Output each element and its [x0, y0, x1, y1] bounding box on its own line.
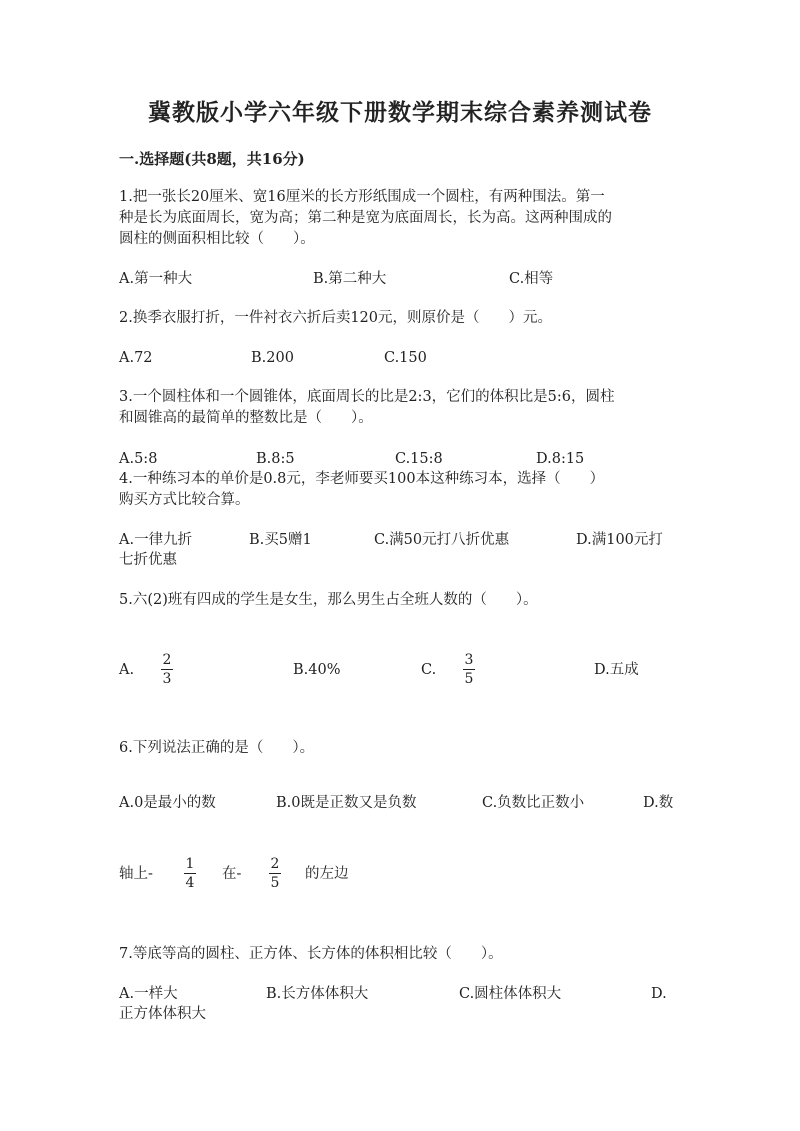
question-4-option-a[interactable]: A.一律九折	[119, 532, 193, 548]
question-6-option-a[interactable]: A.0是最小的数	[119, 795, 216, 811]
question-2-line-1: 2.换季衣服打折，一件衬衣六折后卖120元，则原价是（ ）元。	[119, 310, 553, 326]
question-3-option-a[interactable]: A.5:8	[119, 451, 158, 467]
question-1-option-c[interactable]: C.相等	[509, 271, 554, 287]
question-7	[119, 944, 684, 965]
question-7-option-d[interactable]: D.	[651, 986, 667, 1002]
fraction-one-quarter	[184, 856, 196, 891]
question-6-option-d-middle: 在-	[222, 866, 242, 882]
question-1	[119, 187, 684, 250]
question-3	[119, 387, 684, 429]
question-5-line-1: 5.六(2)班有四成的学生是女生，那么男生占全班人数的（ ）。	[119, 592, 538, 608]
question-5-option-b[interactable]: B.40%	[293, 662, 341, 678]
question-3-option-b[interactable]: B.8:5	[256, 451, 295, 467]
question-4-option-d[interactable]: D.满100元打	[576, 532, 663, 548]
question-4-option-d-continued: 七折优惠	[119, 552, 177, 568]
fraction-numerator: 2	[270, 856, 280, 872]
section-heading: 一.选择题(共8题，共16分)	[119, 150, 305, 168]
page-title: 冀教版小学六年级下册数学期末综合素养测试卷	[148, 99, 652, 126]
question-4	[119, 469, 684, 511]
fraction-numerator: 2	[162, 652, 172, 668]
question-3-line-1: 3.一个圆柱体和一个圆锥体，底面周长的比是2:3，它们的体积比是5:6，圆柱	[119, 389, 615, 405]
question-1-line-2: 种是长为底面周长，宽为高；第二种是宽为底面周长，长为高。这两种围成的	[119, 210, 612, 226]
fraction-denominator: 5	[464, 671, 474, 687]
question-3-option-c[interactable]: C.15:8	[395, 451, 443, 467]
fraction-denominator: 3	[162, 671, 172, 687]
question-1-line-3: 圆柱的侧面积相比较（ ）。	[119, 231, 315, 247]
question-2-option-b[interactable]: B.200	[251, 350, 294, 366]
question-7-line-1: 7.等底等高的圆柱、正方体、长方体的体积相比较（ ）。	[119, 946, 503, 962]
question-6-option-d[interactable]: D.数	[643, 795, 674, 811]
question-4-option-b[interactable]: B.买5赠1	[249, 532, 312, 548]
fraction-numerator: 3	[464, 652, 474, 668]
question-7-option-d-continued: 正方体体积大	[119, 1006, 206, 1022]
fraction-three-fifths	[463, 652, 475, 687]
fraction-denominator: 4	[185, 875, 195, 891]
fraction-two-fifths	[269, 856, 281, 891]
fraction-two-thirds	[161, 652, 173, 687]
question-2	[119, 308, 684, 329]
question-6-line-1: 6.下列说法正确的是（ ）。	[119, 740, 315, 756]
question-5-option-a[interactable]: A.	[119, 662, 135, 678]
question-3-option-d[interactable]: D.8:15	[536, 451, 585, 467]
question-6	[119, 738, 684, 759]
question-2-option-c[interactable]: C.150	[384, 350, 427, 366]
fraction-denominator: 5	[270, 875, 280, 891]
fraction-numerator: 1	[185, 856, 195, 872]
question-4-line-1: 4.一种练习本的单价是0.8元，李老师要买100本这种练习本，选择（ ）	[119, 471, 605, 487]
question-1-line-1: 1.把一张长20厘米、宽16厘米的长方形纸围成一个圆柱，有两种围法。第一	[119, 189, 605, 205]
question-5	[119, 590, 684, 611]
question-7-option-b[interactable]: B.长方体体积大	[266, 986, 369, 1002]
question-2-option-a[interactable]: A.72	[119, 350, 153, 366]
question-4-option-c[interactable]: C.满50元打八折优惠	[374, 532, 510, 548]
question-5-option-c[interactable]: C.	[421, 662, 437, 678]
question-7-option-c[interactable]: C.圆柱体体积大	[459, 986, 562, 1002]
question-7-option-a[interactable]: A.一样大	[119, 986, 178, 1002]
question-5-option-d[interactable]: D.五成	[594, 662, 639, 678]
question-1-option-a[interactable]: A.第一种大	[119, 271, 193, 287]
question-6-option-d-suffix: 的左边	[305, 866, 349, 882]
question-1-option-b[interactable]: B.第二种大	[313, 271, 387, 287]
question-3-line-2: 和圆锥高的最简单的整数比是（ ）。	[119, 410, 373, 426]
question-6-option-d-prefix: 轴上-	[119, 866, 153, 882]
question-6-option-b[interactable]: B.0既是正数又是负数	[276, 795, 417, 811]
question-4-line-2: 购买方式比较合算。	[119, 492, 250, 508]
question-6-option-c[interactable]: C.负数比正数小	[482, 795, 585, 811]
